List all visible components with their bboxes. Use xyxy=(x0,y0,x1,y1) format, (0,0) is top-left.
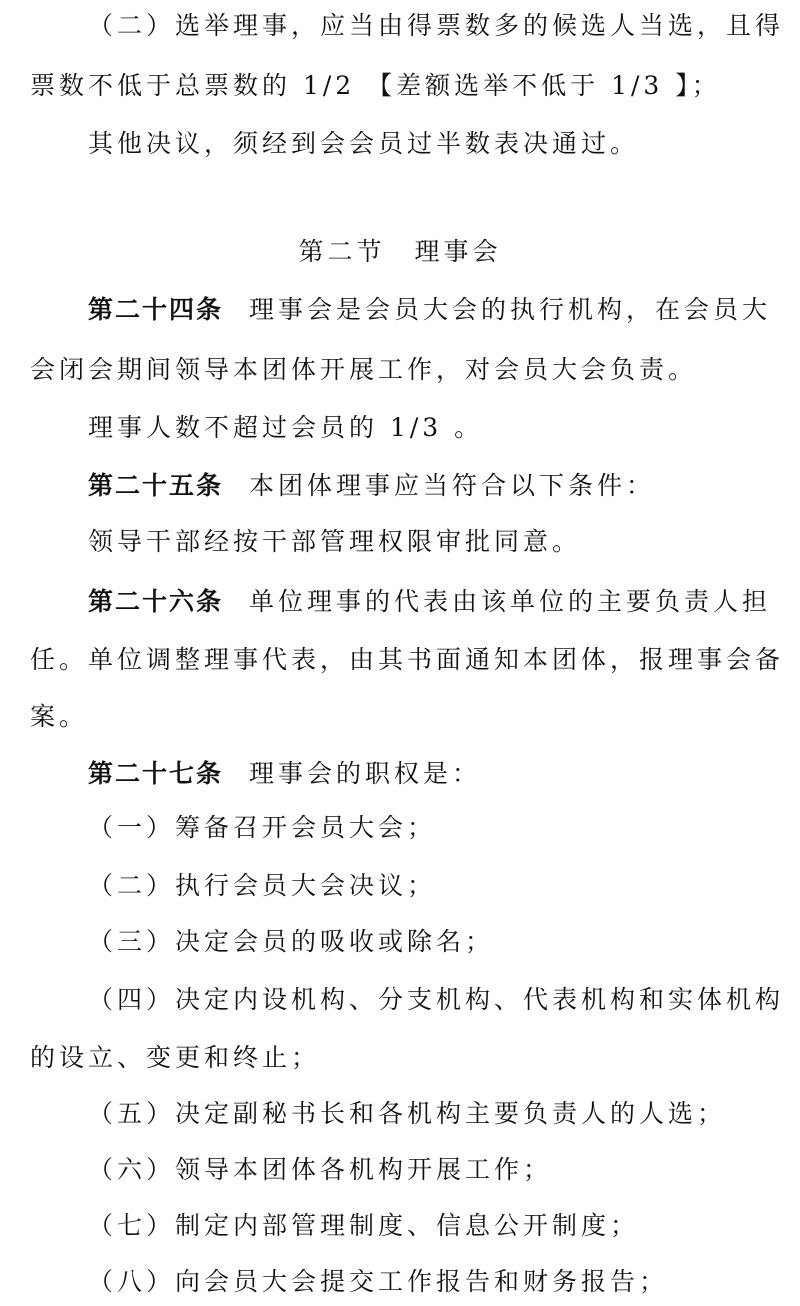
article-heading: 第二十五条 xyxy=(88,471,224,500)
list-item: （八）向会员大会提交工作报告和财务报告； xyxy=(88,1267,669,1296)
list-item: （七）制定内部管理制度、信息公开制度； xyxy=(88,1211,640,1240)
paragraph-line: 案。 xyxy=(30,702,89,731)
section-title: 第二节 理事会 xyxy=(298,237,502,266)
paragraph-line: 领导干部经按干部管理权限审批同意。 xyxy=(88,527,582,556)
article-line: 第二十四条 理事会是会员大会的执行机构，在会员大 xyxy=(88,295,772,324)
list-item-continuation: 的设立、变更和终止； xyxy=(30,1043,321,1072)
list-item: （三）决定会员的吸收或除名； xyxy=(88,927,495,956)
list-item: （四）决定内设机构、分支机构、代表机构和实体机构 xyxy=(88,985,785,1014)
list-item: （一）筹备召开会员大会； xyxy=(88,813,437,842)
list-item: （五）决定副秘书长和各机构主要负责人的人选； xyxy=(88,1099,727,1128)
paragraph-line: （二）选举理事，应当由得票数多的候选人当选，且得 xyxy=(88,11,785,40)
article-heading: 第二十七条 xyxy=(88,759,224,788)
list-item: （二）执行会员大会决议； xyxy=(88,871,437,900)
article-heading: 第二十六条 xyxy=(88,587,224,616)
article-line: 第二十五条 本团体理事应当符合以下条件： xyxy=(88,471,656,500)
article-line: 第二十七条 理事会的职权是： xyxy=(88,759,482,788)
paragraph-line: 理事人数不超过会员的 1/3 。 xyxy=(88,413,484,442)
paragraph-line: 票数不低于总票数的 1/2 【差额选举不低于 1/3 】； xyxy=(30,71,721,100)
paragraph-line: 其他决议，须经到会会员过半数表决通过。 xyxy=(88,129,640,158)
paragraph-line: 任。单位调整理事代表，由其书面通知本团体，报理事会备 xyxy=(30,645,785,674)
article-line: 第二十六条 单位理事的代表由该单位的主要负责人担 xyxy=(88,587,772,616)
article-heading: 第二十四条 xyxy=(88,295,224,324)
paragraph-line: 会闭会期间领导本团体开展工作，对会员大会负责。 xyxy=(30,355,698,384)
list-item: （六）领导本团体各机构开展工作； xyxy=(88,1155,553,1184)
